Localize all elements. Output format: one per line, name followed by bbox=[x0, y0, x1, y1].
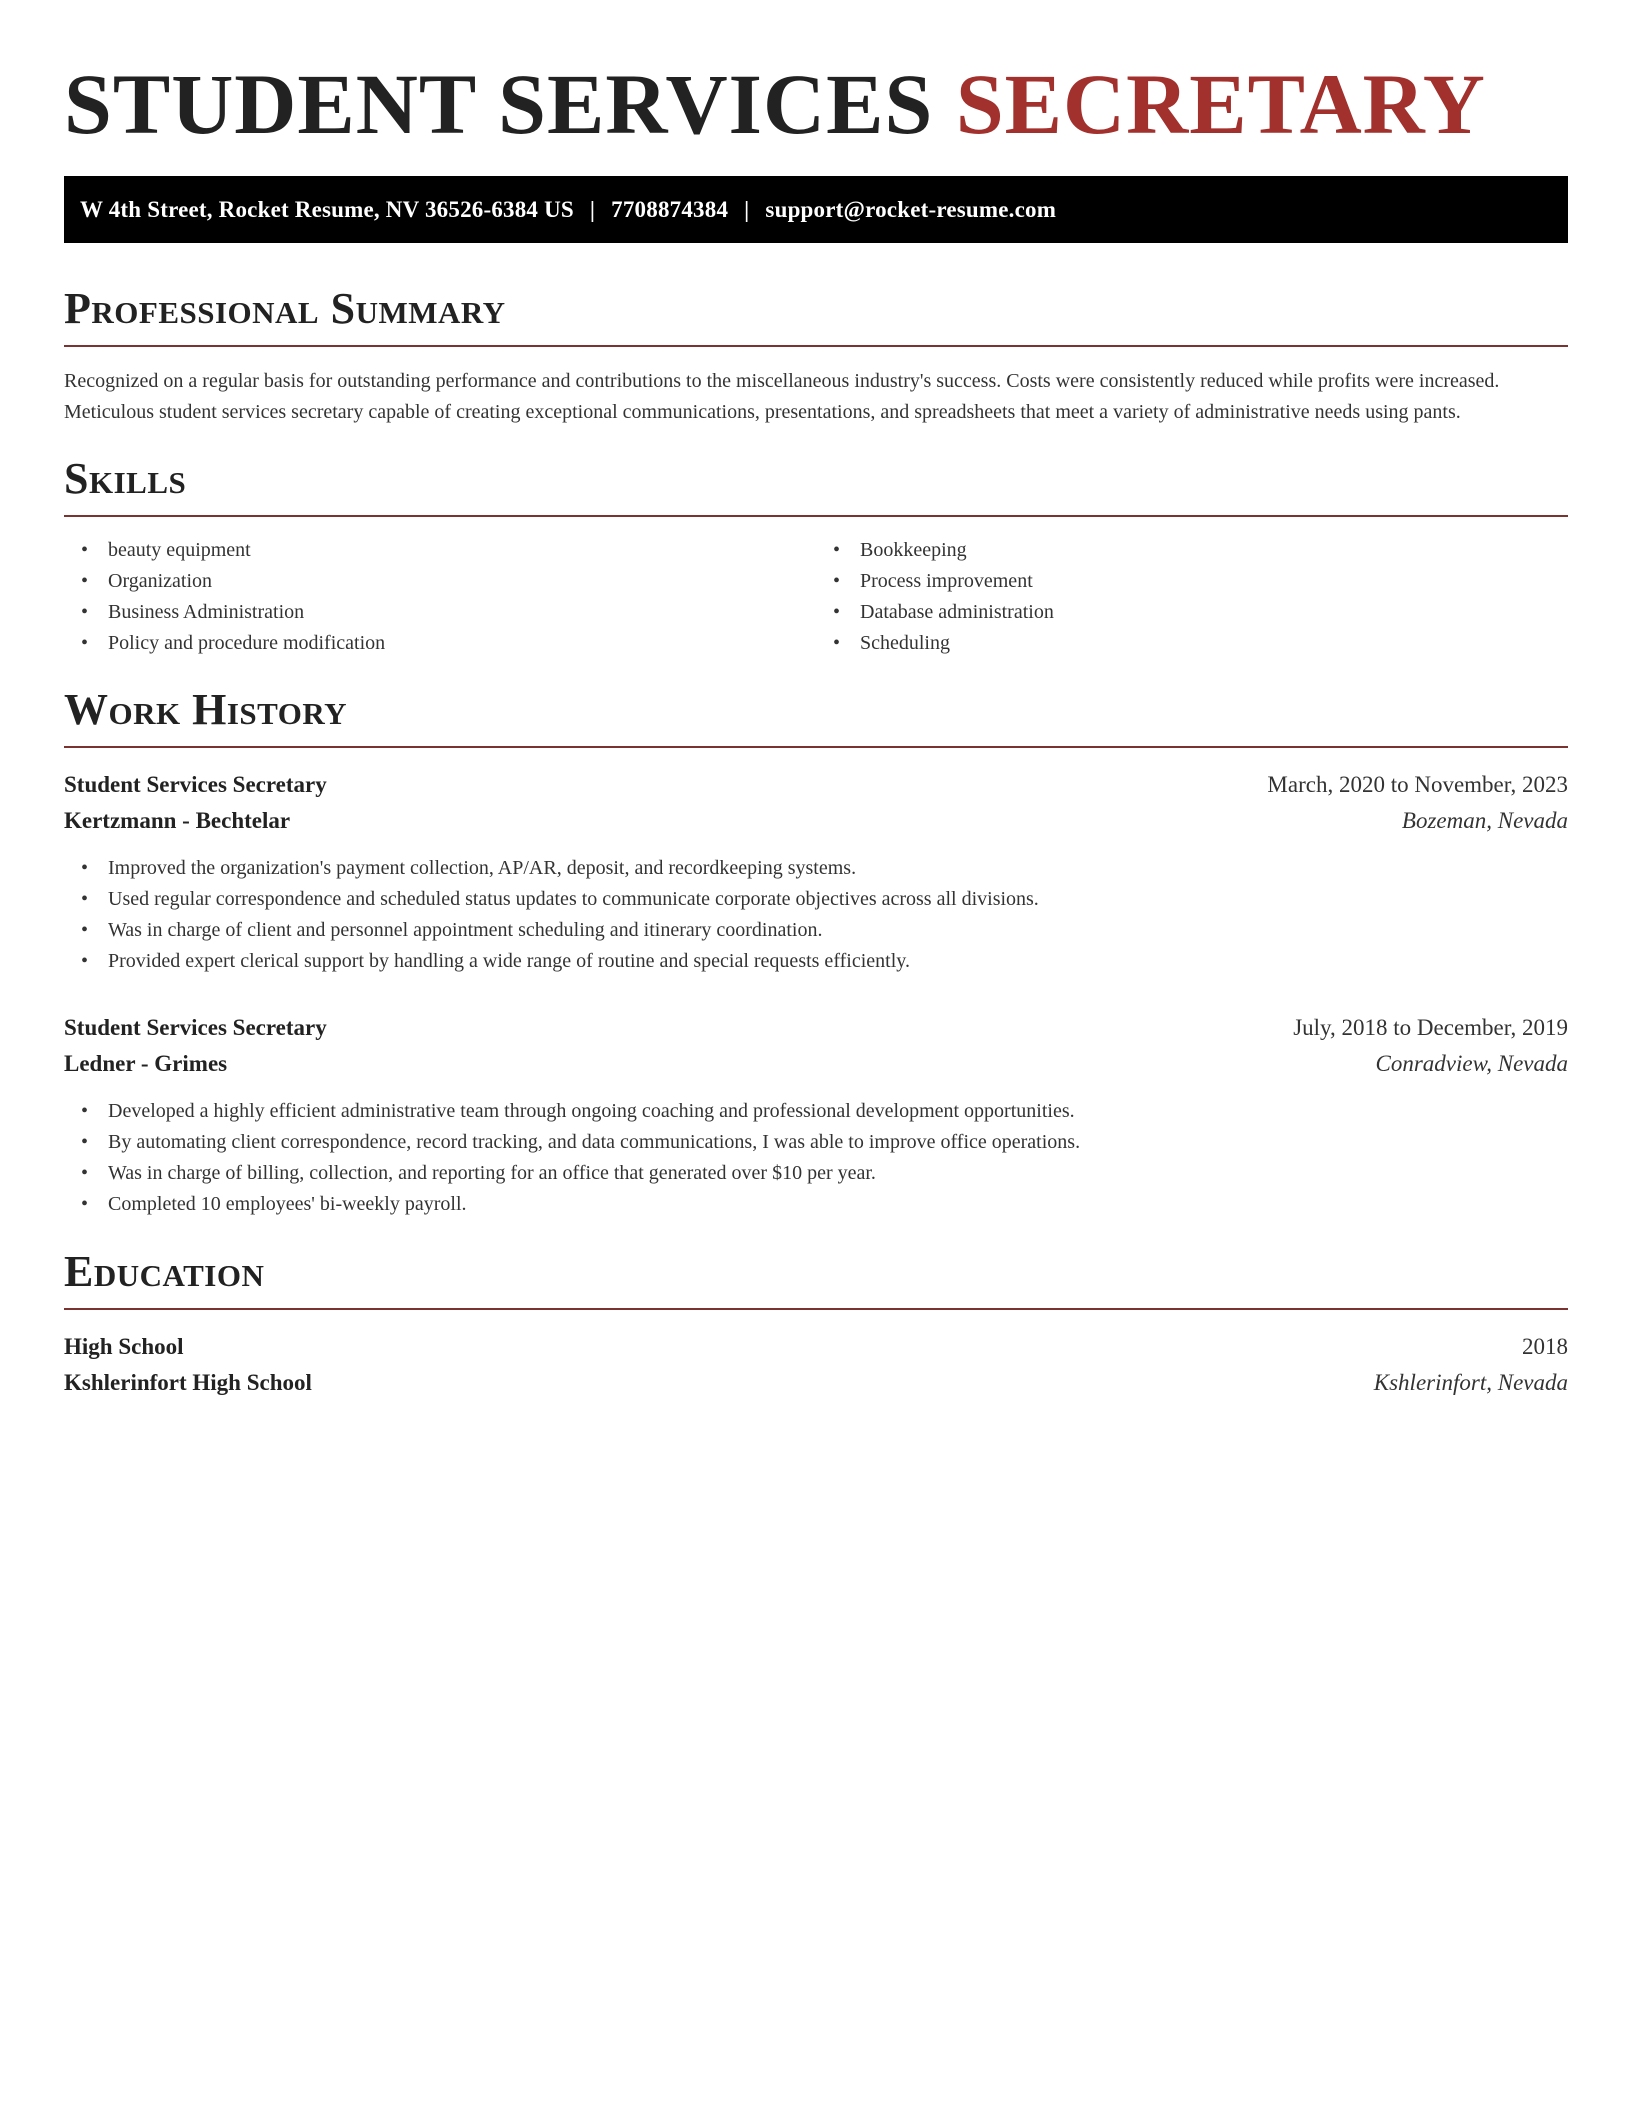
job-entry bbox=[64, 1010, 1568, 1220]
job-company-row bbox=[64, 1046, 1568, 1082]
job-bullet: • Used regular correspondence and scheduled status updates to communicate corporate objectives across all divisions. bbox=[64, 884, 1568, 915]
skills-section bbox=[64, 455, 1568, 659]
skill-item: • Database administration bbox=[816, 597, 1568, 628]
contact-bar bbox=[64, 176, 1568, 243]
contact-separator: | bbox=[744, 196, 750, 222]
section-divider bbox=[64, 345, 1568, 347]
skills-column-right bbox=[816, 535, 1568, 659]
work-history-section bbox=[64, 686, 1568, 1220]
job-bullet: • Improved the organization's payment collection, AP/AR, deposit, and recordkeeping systems. bbox=[64, 853, 1568, 884]
title-main: STUDENT SERVICES bbox=[64, 56, 934, 152]
education-school-row bbox=[64, 1365, 1568, 1401]
skill-item: • Organization bbox=[64, 566, 816, 597]
job-company-row bbox=[64, 803, 1568, 839]
education-year: 2018 bbox=[1522, 1334, 1568, 1359]
education-degree: High School bbox=[64, 1334, 184, 1359]
resume-title bbox=[64, 54, 1568, 154]
job-bullets bbox=[64, 1096, 1568, 1220]
skill-item: • Business Administration bbox=[64, 597, 816, 628]
job-dates: July, 2018 to December, 2019 bbox=[1293, 1015, 1568, 1040]
education-school: Kshlerinfort High School bbox=[64, 1370, 312, 1395]
skill-item: • Process improvement bbox=[816, 566, 1568, 597]
section-divider bbox=[64, 1308, 1568, 1310]
summary-heading: Professional Summary bbox=[64, 284, 506, 333]
job-dates: March, 2020 to November, 2023 bbox=[1267, 772, 1568, 797]
job-company: Ledner - Grimes bbox=[64, 1051, 228, 1076]
job-bullet: • Developed a highly efficient administrative team through ongoing coaching and professional development opportunities. bbox=[64, 1096, 1568, 1127]
skills-column-left bbox=[64, 535, 816, 659]
job-title: Student Services Secretary bbox=[64, 772, 327, 797]
contact-email: support@rocket-resume.com bbox=[765, 196, 1057, 222]
summary-section bbox=[64, 285, 1568, 428]
skills-heading: Skills bbox=[64, 454, 187, 503]
education-entry bbox=[64, 1329, 1568, 1401]
skills-grid bbox=[64, 535, 1568, 659]
education-location: Kshlerinfort, Nevada bbox=[1373, 1370, 1568, 1395]
contact-separator: | bbox=[589, 196, 596, 222]
section-divider bbox=[64, 746, 1568, 748]
education-header-row bbox=[64, 1329, 1568, 1365]
job-location: Bozeman, Nevada bbox=[1401, 808, 1568, 833]
education-section bbox=[64, 1248, 1568, 1401]
job-bullet: • By automating client correspondence, record tracking, and data communications, I was able to improve office operations. bbox=[64, 1127, 1568, 1158]
job-location: Conradview, Nevada bbox=[1375, 1051, 1568, 1076]
job-header-row bbox=[64, 767, 1568, 803]
skill-item: • Scheduling bbox=[816, 628, 1568, 659]
job-bullet: • Provided expert clerical support by handling a wide range of routine and special requests efficiently. bbox=[64, 946, 1568, 977]
job-bullets bbox=[64, 853, 1568, 977]
summary-text: Recognized on a regular basis for outstanding performance and contributions to the miscellaneous industry's success. Costs were consistently reduced while profits were increased. Meticulous student services secretary capable of creating exceptional communications, presentations, and spreadsheets that meet a variety of administrative needs using pants. bbox=[64, 370, 1500, 423]
skill-item: • beauty equipment bbox=[64, 535, 816, 566]
skill-item: • Policy and procedure modification bbox=[64, 628, 816, 659]
contact-phone: 7708874384 bbox=[611, 196, 729, 222]
education-heading: Education bbox=[64, 1247, 265, 1296]
skill-item: • Bookkeeping bbox=[816, 535, 1568, 566]
job-bullet: • Was in charge of billing, collection, and reporting for an office that generated over $10 per year. bbox=[64, 1158, 1568, 1189]
title-accent: SECRETARY bbox=[955, 56, 1486, 152]
job-title: Student Services Secretary bbox=[64, 1015, 327, 1040]
job-header-row bbox=[64, 1010, 1568, 1046]
work-history-heading: Work History bbox=[64, 685, 348, 734]
job-bullet: • Completed 10 employees' bi-weekly payroll. bbox=[64, 1189, 1568, 1220]
contact-address: W 4th Street, Rocket Resume, NV 36526-6384 US bbox=[80, 196, 574, 222]
job-company: Kertzmann - Bechtelar bbox=[64, 808, 291, 833]
job-entry bbox=[64, 767, 1568, 977]
section-divider bbox=[64, 515, 1568, 517]
job-bullet: • Was in charge of client and personnel appointment scheduling and itinerary coordination. bbox=[64, 915, 1568, 946]
